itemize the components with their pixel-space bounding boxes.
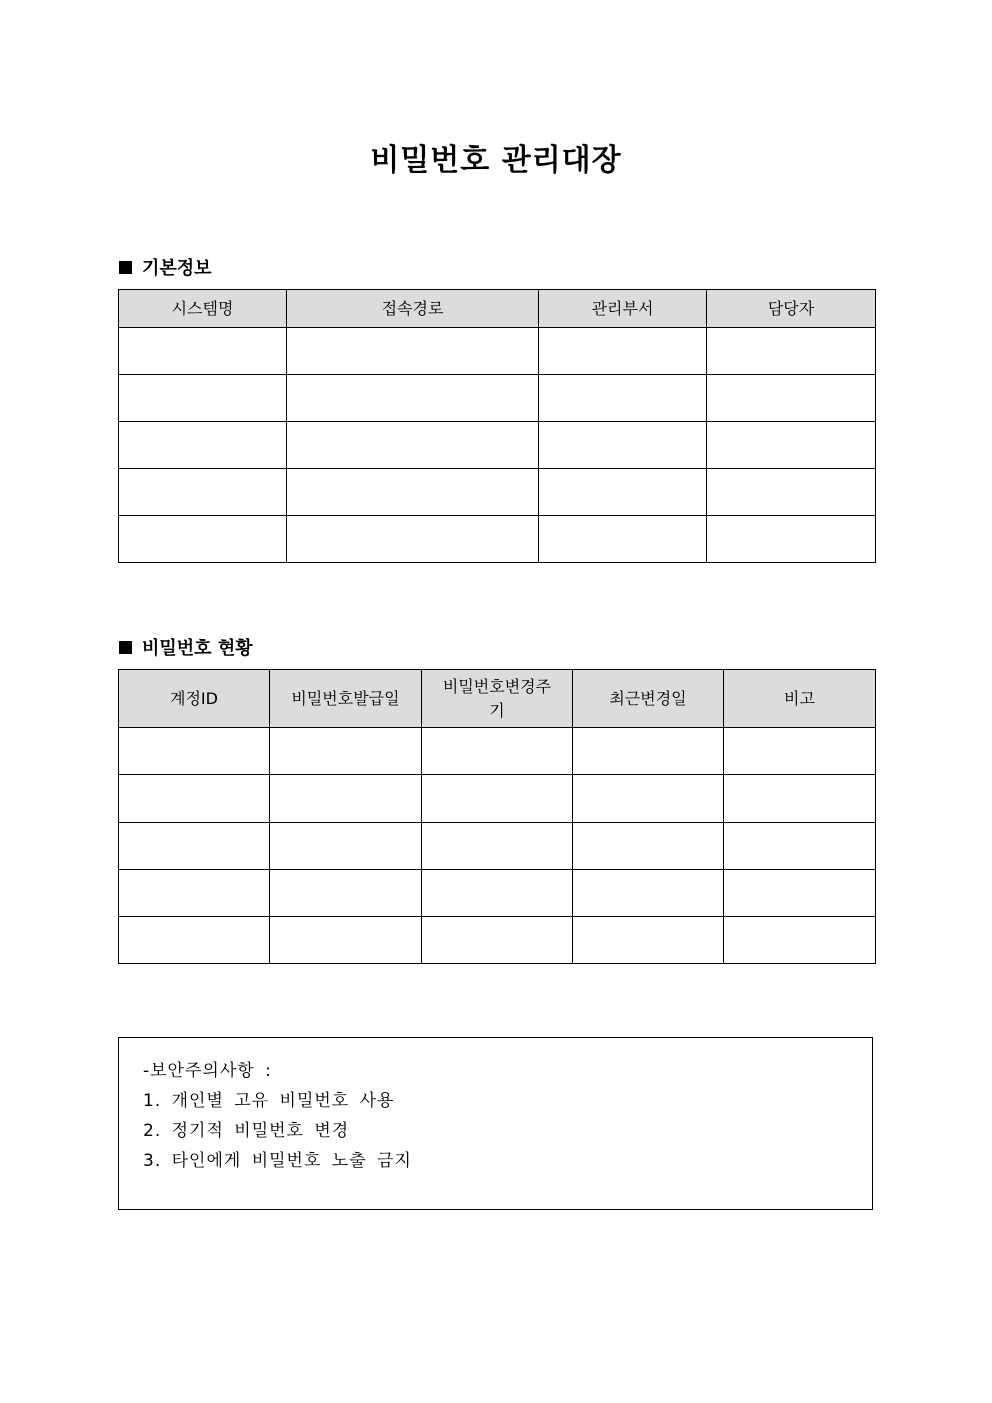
table-cell[interactable] bbox=[287, 422, 539, 469]
table-cell[interactable] bbox=[270, 870, 422, 917]
table-cell[interactable] bbox=[573, 728, 724, 775]
table-cell[interactable] bbox=[707, 469, 876, 516]
table-cell[interactable] bbox=[270, 823, 422, 870]
table-row bbox=[119, 516, 876, 563]
column-header-department: 관리부서 bbox=[539, 290, 707, 328]
table-cell[interactable] bbox=[724, 917, 876, 964]
basic-info-table bbox=[118, 289, 876, 563]
table-cell[interactable] bbox=[539, 422, 707, 469]
table-cell[interactable] bbox=[539, 469, 707, 516]
table-cell[interactable] bbox=[119, 728, 270, 775]
column-header-manager: 담당자 bbox=[707, 290, 876, 328]
table-cell[interactable] bbox=[119, 375, 287, 422]
table-row bbox=[119, 422, 876, 469]
table-row bbox=[119, 375, 876, 422]
table-cell[interactable] bbox=[573, 823, 724, 870]
table-cell[interactable] bbox=[119, 516, 287, 563]
column-header-account-id: 계정ID bbox=[119, 670, 270, 728]
table-cell[interactable] bbox=[573, 870, 724, 917]
table-row bbox=[119, 328, 876, 375]
table-cell[interactable] bbox=[287, 516, 539, 563]
table-cell[interactable] bbox=[119, 917, 270, 964]
table-cell[interactable] bbox=[707, 328, 876, 375]
security-notes-box bbox=[118, 1037, 873, 1210]
table-cell[interactable] bbox=[119, 823, 270, 870]
section-heading-label: 기본정보 bbox=[142, 258, 212, 279]
table-row bbox=[119, 823, 876, 870]
table-row bbox=[119, 469, 876, 516]
table-cell[interactable] bbox=[287, 328, 539, 375]
table-cell[interactable] bbox=[422, 870, 573, 917]
table-cell[interactable] bbox=[119, 469, 287, 516]
square-bullet-icon bbox=[119, 261, 132, 274]
table-cell[interactable] bbox=[119, 870, 270, 917]
section-heading-label: 비밀번호 현황 bbox=[142, 638, 253, 659]
table-row bbox=[119, 870, 876, 917]
table-cell[interactable] bbox=[707, 422, 876, 469]
column-header-system-name: 시스템명 bbox=[119, 290, 287, 328]
page-title: 비밀번호 관리대장 bbox=[370, 143, 622, 178]
table-cell[interactable] bbox=[724, 728, 876, 775]
table-cell[interactable] bbox=[422, 823, 573, 870]
table-cell[interactable] bbox=[724, 775, 876, 823]
table-cell[interactable] bbox=[724, 823, 876, 870]
table-cell[interactable] bbox=[270, 775, 422, 823]
column-header-access-path: 접속경로 bbox=[287, 290, 539, 328]
table-cell[interactable] bbox=[422, 775, 573, 823]
table-row bbox=[119, 775, 876, 823]
password-status-table bbox=[118, 669, 876, 964]
table-cell[interactable] bbox=[573, 775, 724, 823]
column-header-last-changed: 최근변경일 bbox=[573, 670, 724, 728]
square-bullet-icon bbox=[119, 641, 132, 654]
table-cell[interactable] bbox=[724, 870, 876, 917]
table-row bbox=[119, 917, 876, 964]
table-row bbox=[119, 728, 876, 775]
table-cell[interactable] bbox=[539, 375, 707, 422]
column-header-change-cycle: 비밀번호변경주기 bbox=[422, 670, 573, 728]
section-heading-password-status bbox=[119, 634, 253, 660]
security-notes-heading: -보안주의사항 : bbox=[143, 1061, 272, 1081]
table-cell[interactable] bbox=[539, 328, 707, 375]
security-note-item: 2. 정기적 비밀번호 변경 bbox=[143, 1121, 350, 1141]
table-cell[interactable] bbox=[119, 328, 287, 375]
table-cell[interactable] bbox=[287, 469, 539, 516]
table-cell[interactable] bbox=[270, 917, 422, 964]
table-cell[interactable] bbox=[573, 917, 724, 964]
table-cell[interactable] bbox=[270, 728, 422, 775]
column-header-issue-date: 비밀번호발급일 bbox=[270, 670, 422, 728]
table-cell[interactable] bbox=[287, 375, 539, 422]
table-cell[interactable] bbox=[119, 422, 287, 469]
section-heading-basic-info bbox=[119, 254, 212, 280]
table-header-row bbox=[119, 290, 876, 328]
table-header-row bbox=[119, 670, 876, 728]
table-cell[interactable] bbox=[422, 917, 573, 964]
security-note-item: 3. 타인에게 비밀번호 노출 금지 bbox=[143, 1151, 412, 1171]
column-header-remarks: 비고 bbox=[724, 670, 876, 728]
security-note-item: 1. 개인별 고유 비밀번호 사용 bbox=[143, 1091, 395, 1111]
table-cell[interactable] bbox=[707, 375, 876, 422]
table-cell[interactable] bbox=[119, 775, 270, 823]
table-cell[interactable] bbox=[539, 516, 707, 563]
table-cell[interactable] bbox=[422, 728, 573, 775]
table-cell[interactable] bbox=[707, 516, 876, 563]
